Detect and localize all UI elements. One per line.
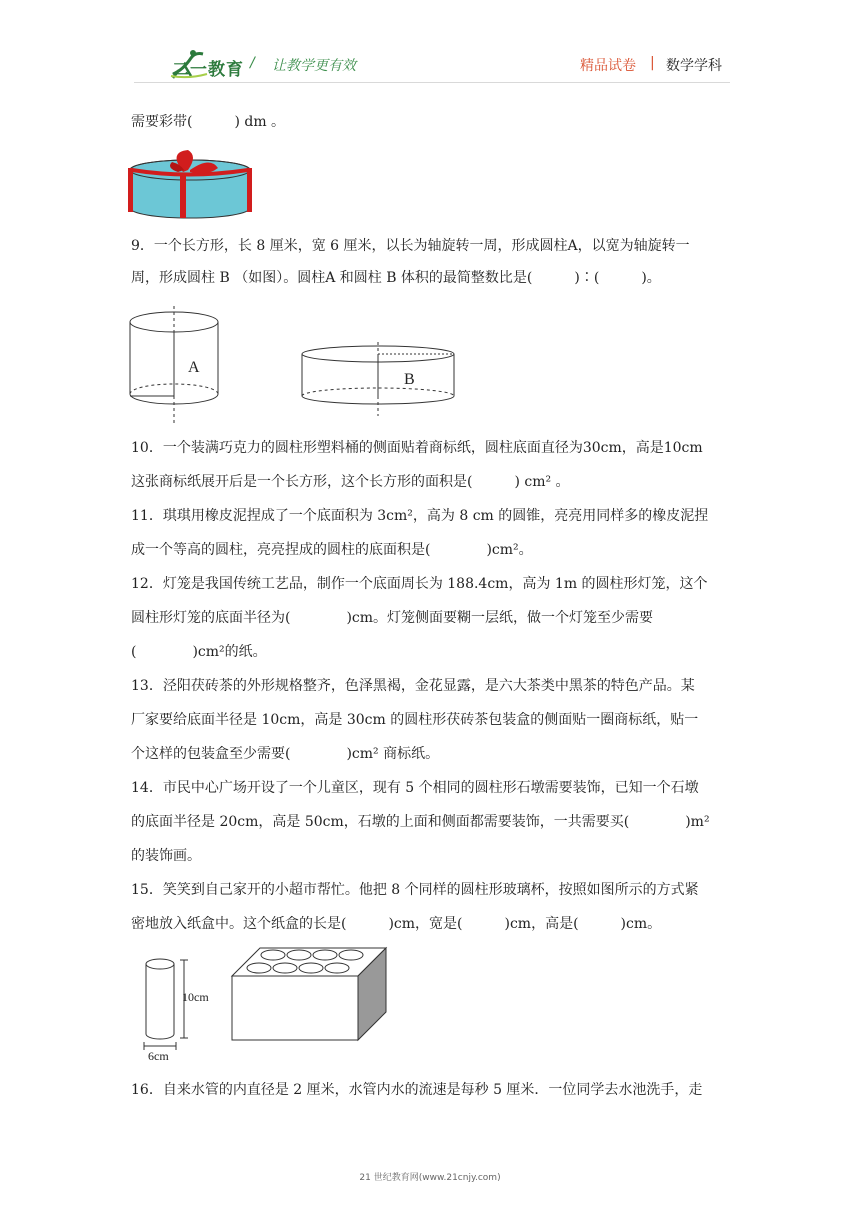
- question-14-line-3: 的装饰画。: [131, 848, 201, 864]
- header-subject-label: 数学学科: [666, 58, 722, 74]
- question-11-line-2: 成一个等高的圆柱，亮亮捏成的圆柱的底面积是( )cm²。: [131, 542, 533, 558]
- box-of-glasses-figure: [230, 946, 390, 1042]
- header-rule: [134, 82, 730, 83]
- cylinder-b-figure: [300, 338, 460, 418]
- question-12-line-3: ( )cm²的纸。: [131, 644, 267, 660]
- question-12-line-2: 圆柱形灯笼的底面半径为( )cm。灯笼侧面要糊一层纸，做一个灯笼至少需要: [131, 610, 654, 626]
- question-12-line-1: 12．灯笼是我国传统工艺品，制作一个底面周长为 188.4cm，高为 1m 的圆柱形灯笼，这个: [131, 576, 708, 592]
- page-header: [0, 0, 860, 100]
- header-divider: /: [250, 55, 255, 71]
- cylinder-a-figure: [126, 306, 226, 426]
- question-9-line-1: 9．一个长方形，长 8 厘米，宽 6 厘米，以长为轴旋转一周，形成圆柱A，以宽为轴旋转一: [131, 238, 690, 254]
- question-15-line-1: 15．笑笑到自己家开的小超市帮忙。他把 8 个同样的圆柱形玻璃杯，按照如图所示的方式紧: [131, 882, 699, 898]
- question-13-line-2: 厂家要给底面半径是 10cm，高是 30cm 的圆柱形茯砖茶包装盒的侧面贴一圈商标纸，贴一: [131, 712, 699, 728]
- question-11-line-1: 11．琪琪用橡皮泥捏成了一个底面积为 3cm²，高为 8 cm 的圆锥，亮亮用同样多的橡皮泥捏: [131, 508, 709, 524]
- gift-box-figure: [128, 146, 254, 220]
- brand-name: 二一教育: [172, 60, 244, 80]
- diameter-label: 6cm: [148, 1049, 169, 1063]
- question-9-line-2: 周，形成圆柱 B （如图）。圆柱A 和圆柱 B 体积的最简整数比是( )∶( )。: [131, 270, 661, 286]
- header-separator: |: [650, 55, 655, 71]
- page-footer: 21 世纪教育网(www.21cnjy.com): [359, 1173, 501, 1183]
- header-premium-label: 精品试卷: [580, 58, 636, 74]
- question-13-line-1: 13．泾阳茯砖茶的外形规格整齐，色泽黑褐，金花显露，是六大茶类中黑茶的特色产品。某: [131, 678, 695, 694]
- height-label: 10cm: [182, 990, 209, 1004]
- question-10-line-1: 10．一个装满巧克力的圆柱形塑料桶的侧面贴着商标纸，圆柱底面直径为30cm，高是10cm: [131, 440, 703, 456]
- question-14-line-2: 的底面半径是 20cm，高是 50cm，石墩的上面和侧面都需要装饰，一共需要买( )m²: [131, 814, 710, 830]
- question-15-line-2: 密地放入纸盒中。这个纸盒的长是( )cm，宽是( )cm，高是( )cm。: [131, 916, 662, 932]
- cylinder-b-label: B: [404, 371, 415, 388]
- question-16-line-1: 16．自来水管的内直径是 2 厘米，水管内水的流速是每秒 5 厘米．一位同学去水池洗手，走: [131, 1082, 703, 1098]
- header-slogan: 让教学更有效: [272, 58, 356, 74]
- question-14-line-1: 14．市民中心广场开设了一个儿童区，现有 5 个相同的圆柱形石墩需要装饰，已知一个石墩: [131, 780, 699, 796]
- glass-cylinder-figure: [140, 954, 224, 1064]
- question-13-line-3: 个这样的包装盒至少需要( )cm² 商标纸。: [131, 746, 440, 762]
- text-line: 需要彩带( ) dm 。: [131, 114, 286, 130]
- question-10-line-2: 这张商标纸展开后是一个长方形，这个长方形的面积是( ) cm² 。: [131, 474, 570, 490]
- cylinder-a-label: A: [188, 359, 200, 376]
